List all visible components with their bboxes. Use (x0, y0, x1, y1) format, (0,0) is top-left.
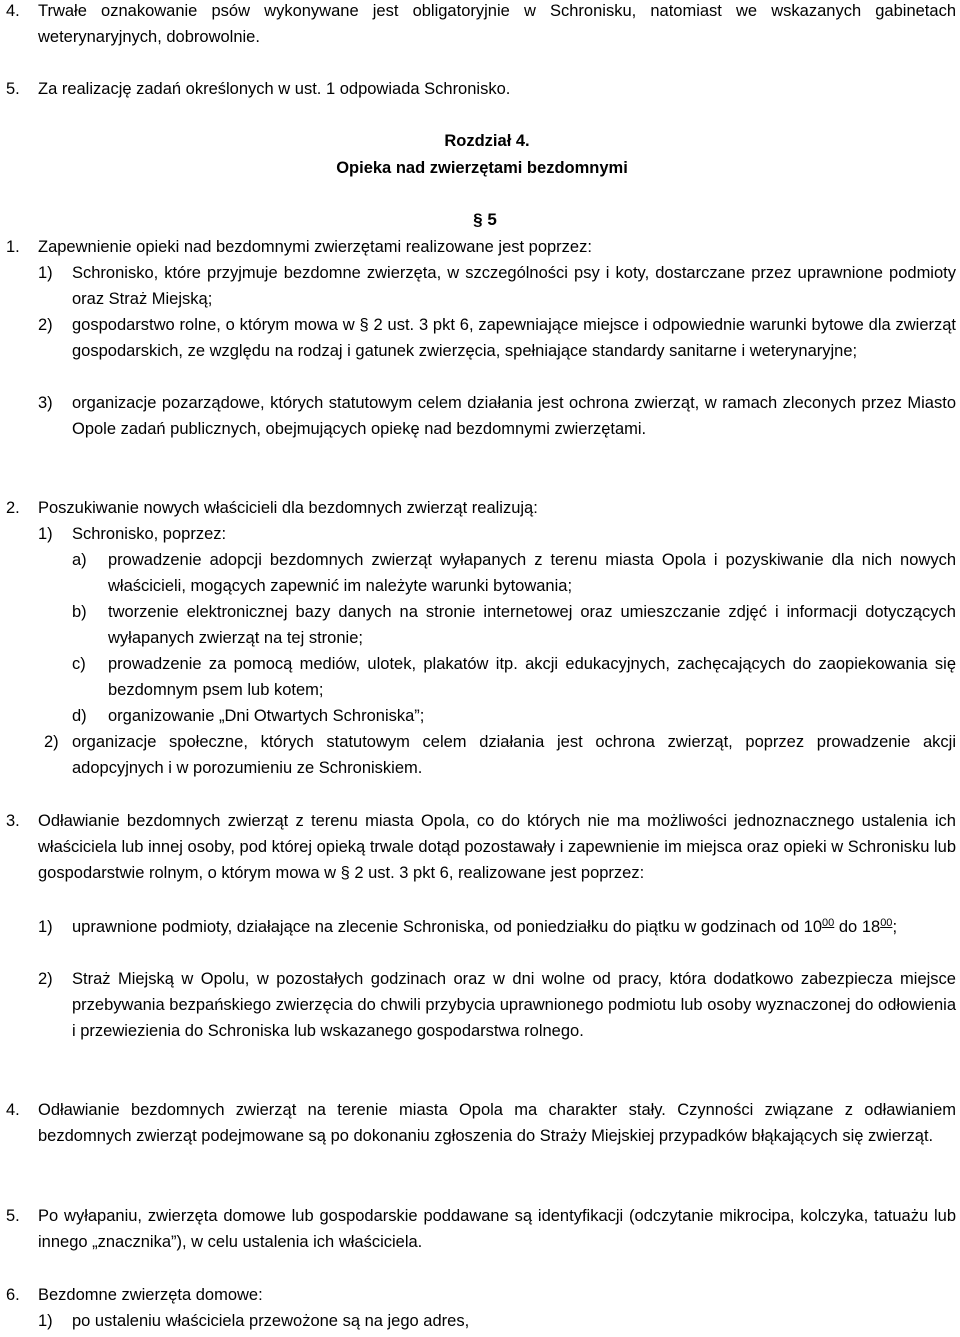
paragraph-text: Za realizację zadań określonych w ust. 1 odpowiada Schronisko. (38, 80, 511, 98)
item-number: 1) (38, 264, 53, 282)
item-number: 3) (38, 394, 53, 412)
paragraph-number: 2. (6, 499, 20, 517)
paragraph-text: Odławianie bezdomnych zwierząt z terenu miasta Opola, co do których nie ma możliwości jednoznacznego ustalenia ich właściciela lub innej osoby, pod której opieką trwale dotąd pozostawały i zapewnienie im miejsca oraz opieki w Schronisku lub gospodarstwie rolnym, o którym mowa w § 2 ust. 3 pkt 6, realizowane jest poprzez: (38, 812, 956, 882)
sub-item-text: prowadzenie za pomocą mediów, ulotek, plakatów itp. akcji edukacyjnych, zachęcających do zaopiekowania się bezdomnym psem lub kotem; (108, 655, 956, 699)
item-text: Schronisko, poprzez: (72, 525, 227, 543)
item-number: 1) (38, 525, 53, 543)
item-number: 2) (44, 733, 59, 751)
sub-item-text: organizowanie „Dni Otwartych Schroniska”; (108, 707, 425, 725)
paragraph-number: 1. (6, 238, 20, 256)
sub-item-letter: d) (72, 707, 87, 725)
item-text: organizacje społeczne, których statutowym celem działania jest ochrona zwierząt, poprzez prowadzenie akcji adopcyjnych i w porozumieniu ze Schroniskiem. (72, 733, 956, 777)
item-text-end: ; (892, 918, 898, 936)
to-word: do (838, 918, 858, 936)
minutes-to: 00 (880, 917, 893, 929)
item-number: 1) (38, 1312, 53, 1330)
item-text: Straż Miejską w Opolu, w pozostałych godzinach oraz w dni wolne od pracy, która dodatkowo zabezpiecza miejsce przebywania bezpańskiego zwierzęcia do chwili przybycia uprawnionego podmiotu lub osoby wyznaczonej do odłowienia i przewiezienia do Schroniska lub wskazanego gospodarstwa rolnego. (72, 970, 956, 1040)
paragraph-text: Bezdomne zwierzęta domowe: (38, 1286, 263, 1304)
section-number: § 5 (473, 210, 497, 229)
hour-to: 18 (861, 918, 881, 936)
paragraph-number: 3. (6, 812, 20, 830)
paragraph-number: 5. (6, 80, 20, 98)
item-number: 1) (38, 918, 53, 936)
hour-from: 10 (803, 918, 823, 936)
paragraph-text: Po wyłapaniu, zwierzęta domowe lub gospodarskie poddawane są identyfikacji (odczytanie mikrocipa, kolczyka, tatuażu lub innego „znacznika”), w celu ustalenia ich właściciela. (38, 1207, 956, 1251)
paragraph-text: Zapewnienie opieki nad bezdomnymi zwierzętami realizowane jest poprzez: (38, 238, 592, 256)
paragraph-number: 5. (6, 1207, 20, 1225)
paragraph-number: 6. (6, 1286, 20, 1304)
sub-item-letter: a) (72, 551, 87, 569)
item-number: 2) (38, 970, 53, 988)
item-text-main: uprawnione podmioty, działające na zlecenie Schroniska, od poniedziałku do piątku w godzinach od (72, 918, 800, 936)
item-number: 2) (38, 316, 53, 334)
paragraph-number: 4. (6, 1101, 20, 1119)
paragraph-text: Poszukiwanie nowych właścicieli dla bezdomnych zwierząt realizują: (38, 499, 538, 517)
item-text: Schronisko, które przyjmuje bezdomne zwierzęta, w szczególności psy i koty, dostarczane przez uprawnione podmioty oraz Straż Miejską; (72, 264, 956, 308)
chapter-title: Rozdział 4. (444, 132, 530, 150)
paragraph-text: Odławianie bezdomnych zwierząt na terenie miasta Opola ma charakter stały. Czynności związane z odławianiem bezdomnych zwierząt podejmowane są po dokonaniu zgłoszenia do Straży Miejskiej przypadków błąkających się zwierząt. (38, 1101, 956, 1145)
sub-item-letter: b) (72, 603, 87, 621)
paragraph-text: Trwałe oznakowanie psów wykonywane jest obligatoryjnie w Schronisku, natomiast we wskazanych gabinetach weterynaryjnych, dobrowolnie. (38, 2, 956, 46)
chapter-subtitle: Opieka nad zwierzętami bezdomnymi (336, 159, 628, 177)
item-text: po ustaleniu właściciela przewożone są na jego adres, (72, 1312, 470, 1330)
item-text: organizacje pozarządowe, których statutowym celem działania jest ochrona zwierząt, w ramach zleconych przez Miasto Opole zadań publicznych, obejmujących opiekę nad bezdomnymi zwierzętami. (72, 394, 956, 438)
item-text (72, 914, 956, 940)
paragraph-number: 4. (6, 2, 20, 20)
minutes-from: 00 (822, 917, 835, 929)
item-text: gospodarstwo rolne, o którym mowa w § 2 ust. 3 pkt 6, zapewniające miejsce i odpowiednie warunki bytowe dla zwierząt gospodarskich, ze względu na rodzaj i gatunek zwierzęcia, spełniające standardy sanitarne i weterynaryjne; (72, 316, 956, 360)
sub-item-text: tworzenie elektronicznej bazy danych na stronie internetowej oraz umieszczanie zdjęć i informacji dotyczących wyłapanych zwierząt na tej stronie; (108, 603, 956, 647)
sub-item-text: prowadzenie adopcji bezdomnych zwierząt wyłapanych z terenu miasta Opola i pozyskiwanie dla nich nowych właścicieli, mogących zapewnić im należyte warunki bytowania; (108, 551, 956, 595)
sub-item-letter: c) (72, 655, 86, 673)
